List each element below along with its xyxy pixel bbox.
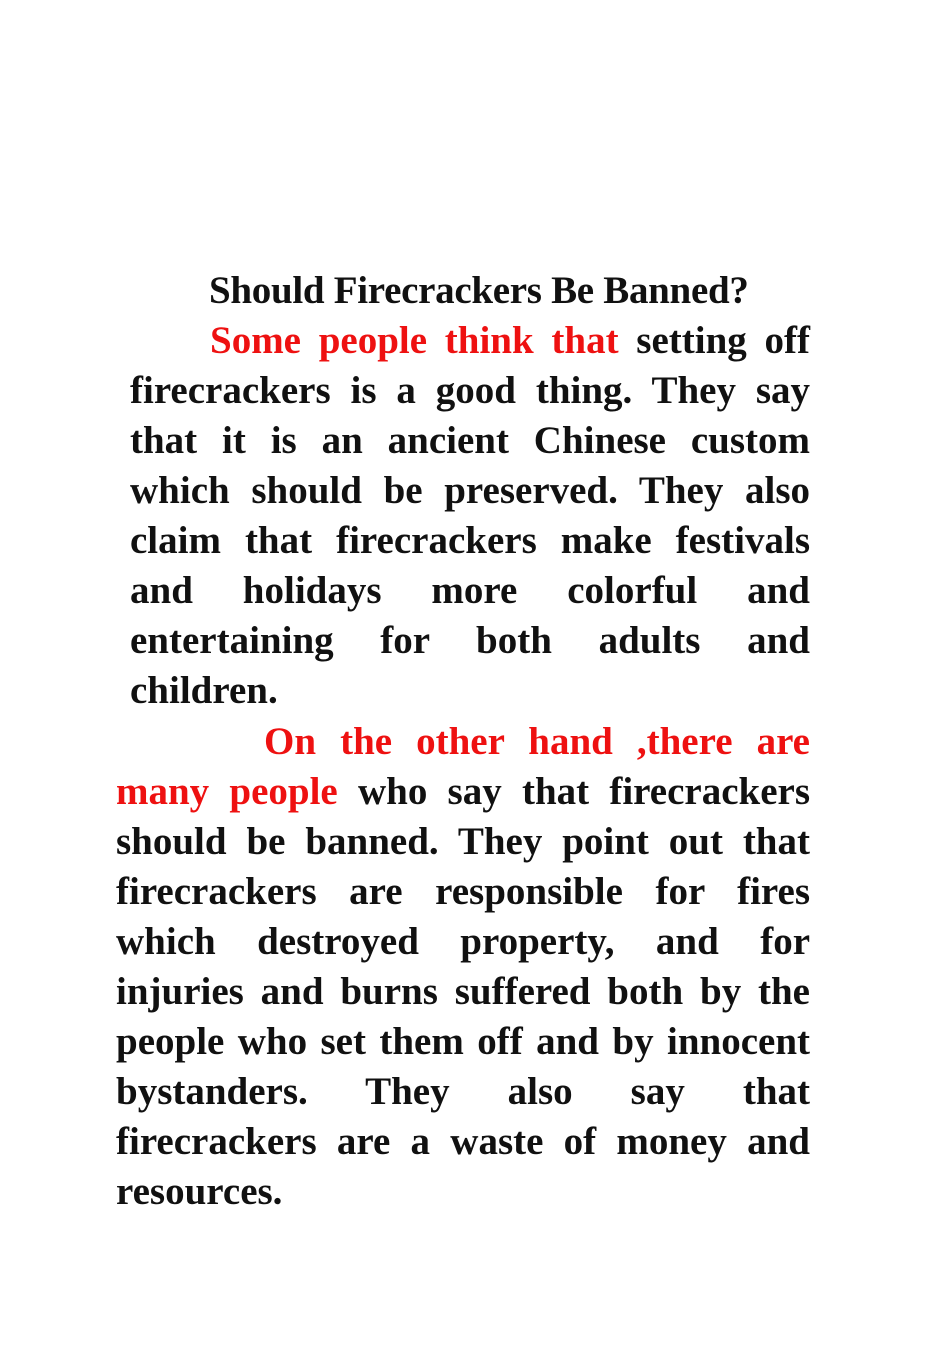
paragraph-body: who say that firecrackers should be banned. They point out that firecrackers are responsible for fires which destroyed property, and for injuries and burns suffered both by the people who set them off and by innocent bystanders. They also say that firecrackers are a waste of money and resources.: [116, 770, 811, 1213]
highlighted-phrase: On the other hand ,there are many people: [116, 720, 810, 813]
paragraph-opponents: [116, 717, 810, 1217]
paragraph-body: setting off firecrackers is a good thing. They say that it is an ancient Chinese custom which should be preserved. They also claim that firecrackers make festivals and holidays more colorful and entertaining for both adults and children.: [130, 319, 810, 712]
paragraph-supporters: [130, 316, 810, 716]
highlighted-phrase: Some people think that: [210, 319, 619, 362]
essay-title: Should Firecrackers Be Banned?: [209, 269, 749, 312]
